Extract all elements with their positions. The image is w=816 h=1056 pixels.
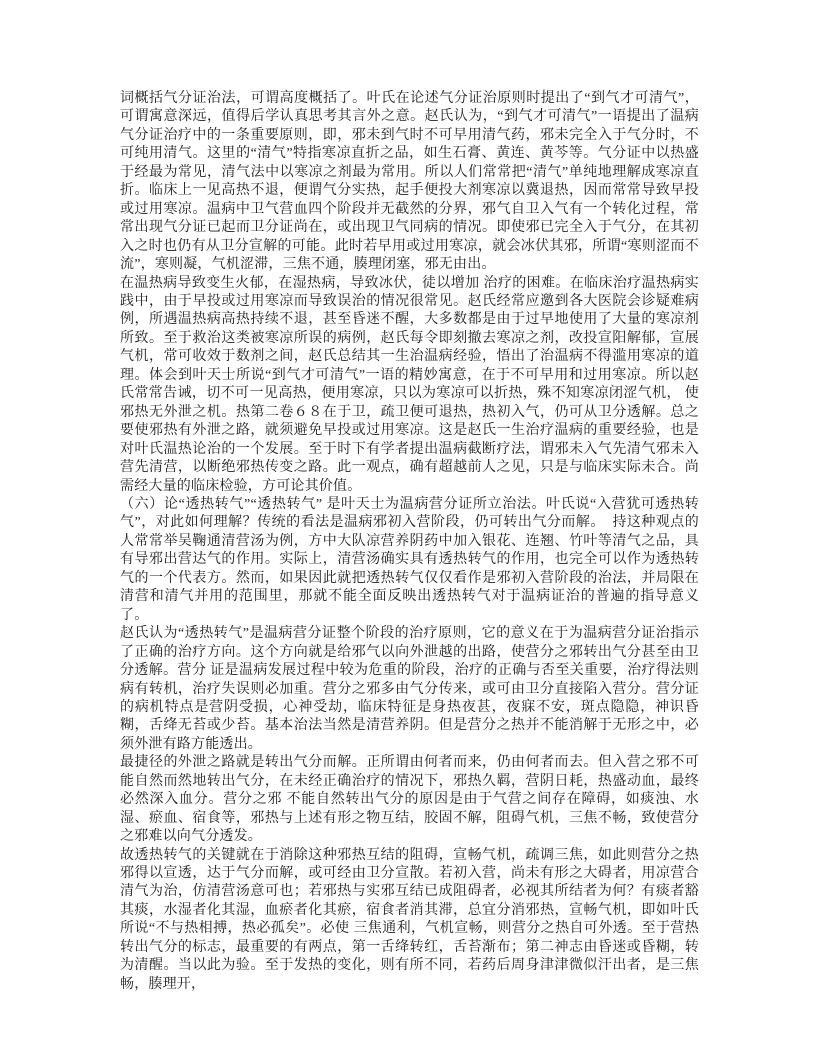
- paragraph: 在温热病导致变生火郁，在湿热病，导致冰伏，徒以增加 治疗的困难。在临床治疗温热病实践中，由于早投或过用寒凉而导致误治的情况很常见。赵氏经常应邀到各大医院会诊疑难病例，所遇温热病高热持续不退，甚至昏迷不醒，大多数都是由于过早地使用了大量的寒凉剂所致。至于救治这类被寒凉所误的病例，赵氏每令即刻撤去寒凉之剂，改投宣阳解郁，宣展气机，常可收效于数剂之间，赵氏总结其一生治温病经验，悟出了治温病不得滥用寒凉的道理。体会到叶天士所说“到气才可清气”一语的精妙寓意，在于不可早用和过用寒凉。所以赵氏常常告诫，切不可一见高热，便用寒凉，只以为寒凉可以折热，殊不知寒凉闭涩气机， 使邪热无外泄之机。热第二卷６８在于卫，疏卫便可退热，热初入气，仍可从卫分透解。总之要使邪热有外泄之路，就须避免早投或过用寒凉。这是赵氏一生治疗温病的重要经验，也是对叶氏温热论治的一个发展。至于时下有学者提出温病截断疗法，谓邪未入气先清气邪未入营先清营，以断绝邪热传变之路。此一观点，确有超越前人之见，只是与临床实际未合。尚需经大量的临床检验，方可论其价值。: [120, 275, 699, 494]
- paragraph: 故透热转气的关键就在于消除这种邪热互结的阻碍，宣畅气机，疏调三焦，如此则营分之热邪得以宣透，达于气分而解，或可经由卫分宣散。若初入营，尚未有形之大碍者，用凉营合清气为治，仿清营汤意可也；若邪热与实邪互结已成阻碍者，必视其所结者为何？有痰者豁其痰，水湿者化其湿，血瘀者化其瘀，宿食者消其滞，总宜分消邪热，宣畅气机，即如叶氏所说“不与热相搏，热必孤矣”。必使 三焦通利，气机宣畅，则营分之热自可外透。至于营热转出气分的标志，最重要的有两点，第一舌绛转红，舌苔渐布；第二神志由昏迷或昏糊，转为清醒。当以此为验。至于发热的变化，则有所不同，若药后周身津津微似汗出者，是三焦畅，腠理开，: [120, 847, 699, 992]
- text-block: [120, 90, 699, 994]
- paragraph: （六）论“透热转气”“透热转气” 是叶天士为温病营分证所立治法。叶氏说“入营犹可透热转气”，对此如何理解？传统的看法是温病邪初入营阶段，仍可转出气分而解。 持这种观点的人常常举吴鞠通清营汤为例，方中大队凉营养阴药中加入银花、连翘、竹叶等清气之品，具有导邪出营达气的作用。实际上，清营汤确实具有透热转气的作用，也完全可以作为透热转气的一个代表方。然而，如果因此就把透热转气仅仅看作是邪初入营阶段的治法，并局限在清营和清气并用的范围里，那就不能全面反映出透热转气对于温病证治的普遍的指导意义了。: [120, 496, 699, 623]
- paragraph: 词概括气分证治法，可谓高度概括了。叶氏在论述气分证治原则时提出了“到气才可清气”，可谓寓意深远，值得后学认真思考其言外之意。赵氏认为，“到气才可清气”一语提出了温病气分证治疗中的一条重要原则，即，邪未到气时不可早用清气药，邪未完全入于气分时，不可纯用清气。这里的“清气”特指寒凉直折之品，如生石膏、黄连、黄芩等。气分证中以热盛 于经最为常见，清气法中以寒凉之剂最为常用。所以人们常常把“清气”单纯地理解成寒凉直折。临床上一见高热不退，便谓气分实热，起手便投大剂寒凉以冀退热，因而常常导致早投或过用寒凉。温病中卫气营血四个阶段并无截然的分界，邪气自卫入气有一个转化过程，常常出现气分证已起而卫分证尚在，或出现卫气同病的情况。即使邪已完全入于气分，在其初入之时也仍有从卫分宣解的可能。此时若早用或过用寒凉，就会冰伏其邪，所谓“寒则涩而不流”，寒则凝，气机涩滞，三焦不通，腠理闭塞，邪无由出。: [120, 91, 699, 273]
- paragraph: 最捷径的外泄之路就是转出气分而解。正所谓由何者而来，仍由何者而去。但入营之邪不可能自然而然地转出气分，在未经正确治疗的情况下，邪热久羁，营阴日耗，热盛动血，最终必然深入血分。营分之邪 不能自然转出气分的原因是由于气营之间存在障碍，如痰浊、水湿、瘀血、宿食等，邪热与上述有形之物互结，胶固不解，阻碍气机，三焦不畅，致使营分之邪难以向气分透发。: [120, 755, 699, 845]
- paragraph: 赵氏认为“透热转气”是温病营分证整个阶段的治疗原则，它的意义在于为温病营分证治指示了正确的治疗方向。这个方向就是给邪气以向外泄越的出路，使营分之邪转出气分甚至由卫分透解。营分 证是温病发展过程中较为危重的阶段，治疗的正确与否至关重要，治疗得法则病有转机，治疗失误则必加重。营分之邪多由气分传来，或可由卫分直接陷入营分。营分证的病机特点是营阴受损，心神受劫，临床特征是身热夜甚，夜寐不安，斑点隐隐，神识昏糊，舌绛无苔或少苔。基本治法当然是清营养阴。但是营分之热并不能消解于无形之中，必须外泄有路方能透出。: [120, 626, 699, 752]
